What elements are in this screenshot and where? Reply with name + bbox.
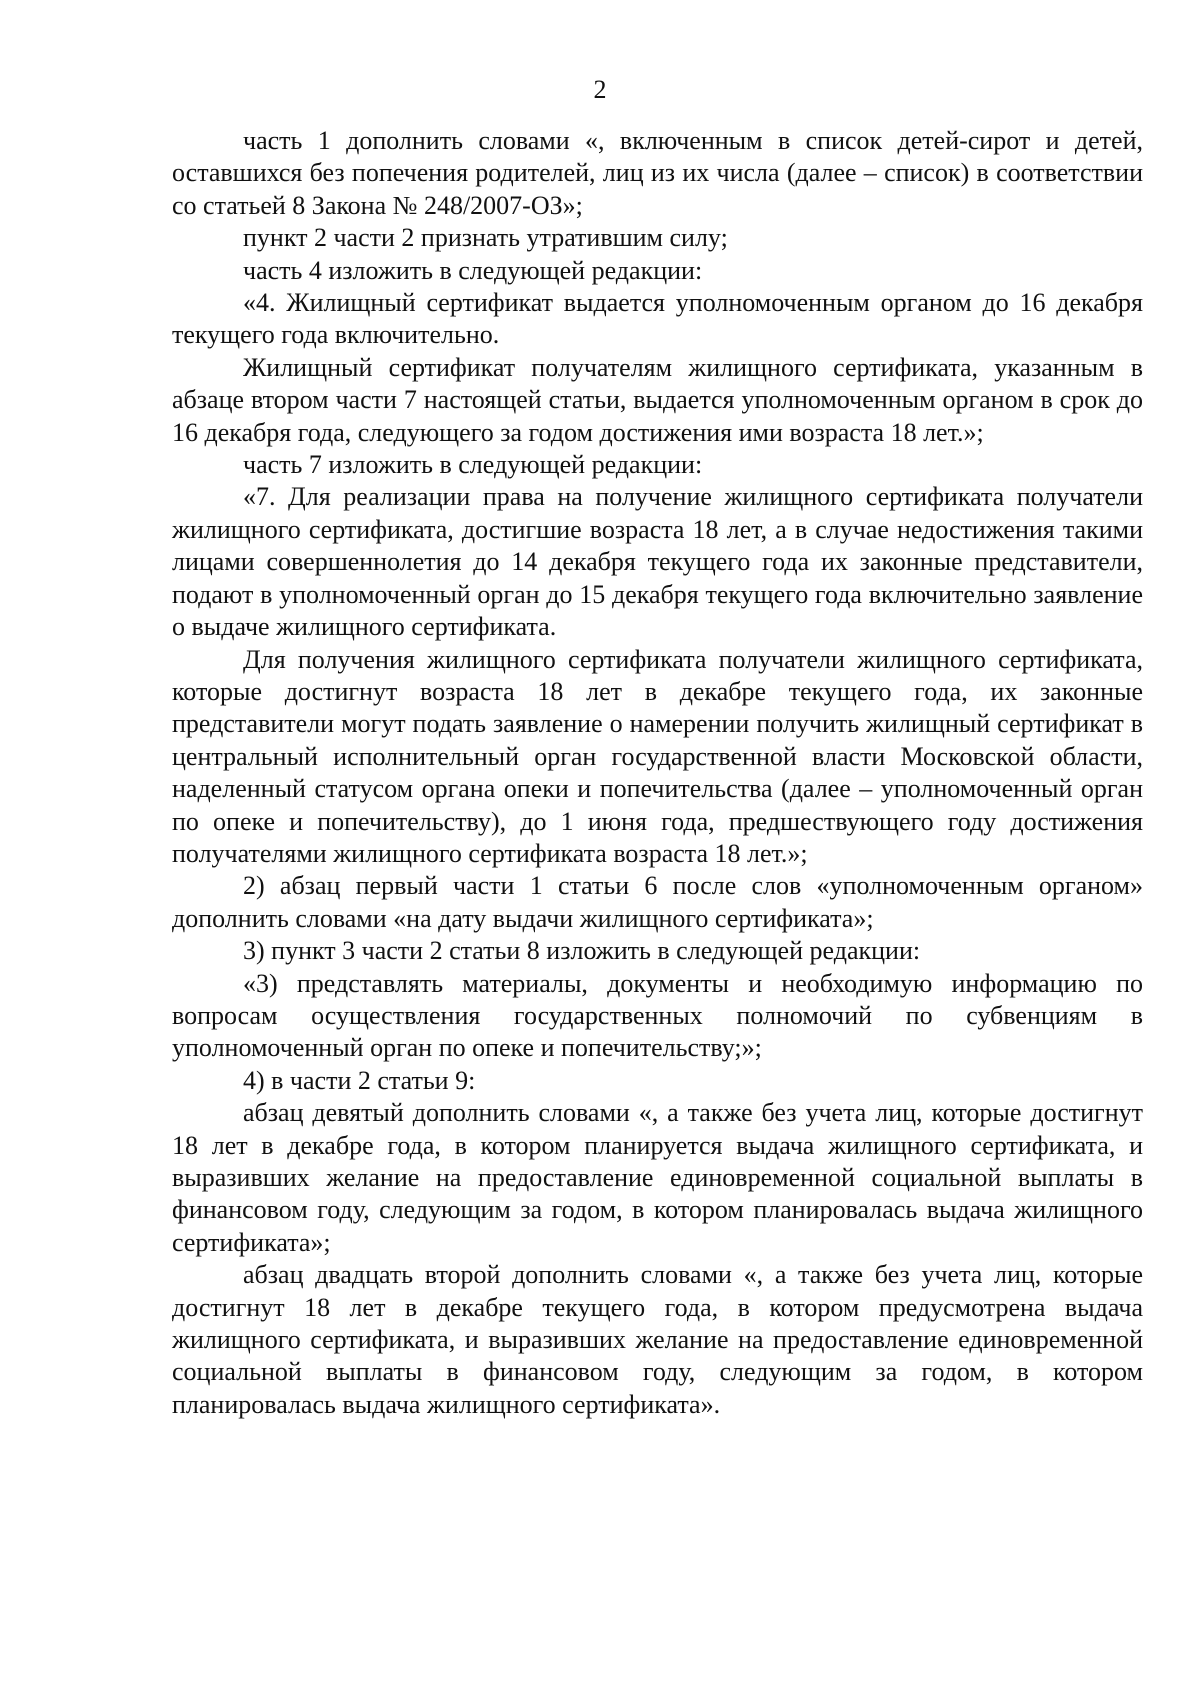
paragraph: часть 7 изложить в следующей редакции:: [243, 450, 703, 480]
paragraph: Жилищный сертификат получателям жилищного сертификата, указанным в абзаце втором части 7 настоящей статьи, выдается уполномоченным органом в срок до 16 декабря года, следующего за годом достижения ими возраста 18 лет.»;: [172, 352, 1143, 447]
paragraph: 3) пункт 3 части 2 статьи 8 изложить в следующей редакции:: [243, 936, 921, 966]
paragraph: абзац двадцать второй дополнить словами «, а также без учета лиц, которые достигнут 18 лет в декабре текущего года, в котором предусмотрена выдача жилищного сертификата, и выразивших желание на предоставление единовременной социальной выплаты в финансовом году, следующим за годом, в котором планировалась выдача жилищного сертификата».: [172, 1260, 1143, 1419]
page-number: 2: [593, 75, 607, 104]
paragraph: абзац девятый дополнить словами «, а также без учета лиц, которые достигнут 18 лет в декабре года, в котором планируется выдача жилищного сертификата, и выразивших желание на предоставление единовременной социальной выплаты в финансовом году, следующим за годом, в котором планировалась выдача жилищного сертификата»;: [172, 1098, 1143, 1257]
paragraph: пункт 2 части 2 признать утратившим силу;: [243, 223, 728, 253]
paragraph: часть 4 изложить в следующей редакции:: [243, 255, 703, 285]
paragraph: «7. Для реализации права на получение жилищного сертификата получатели жилищного сертификата, достигшие возраста 18 лет, а в случае недостижения такими лицами совершеннолетия до 14 декабря текущего года их законные представители, подают в уполномоченный орган до 15 декабря текущего года включительно заявление о выдаче жилищного сертификата.: [172, 482, 1143, 642]
paragraph: 4) в части 2 статьи 9:: [243, 1065, 476, 1095]
document-body: [172, 125, 1143, 1421]
paragraph: часть 1 дополнить словами «, включенным в список детей-сирот и детей, оставшихся без попечения родителей, лиц из их числа (далее – список) в соответствии со статьей 8 Закона № 248/2007-ОЗ»;: [172, 126, 1143, 220]
paragraph: 2) абзац первый части 1 статьи 6 после слов «уполномоченным органом» дополнить словами «на дату выдачи жилищного сертификата»;: [172, 871, 1143, 933]
paragraph: «3) представлять материалы, документы и необходимую информацию по вопросам осуществления государственных полномочий по субвенциям в уполномоченный орган по опеке и попечительству;»;: [172, 968, 1143, 1063]
paragraph: «4. Жилищный сертификат выдается уполномоченным органом до 16 декабря текущего года включительно.: [172, 288, 1143, 350]
paragraph: Для получения жилищного сертификата получатели жилищного сертификата, которые достигнут возраста 18 лет в декабре текущего года, их законные представители могут подать заявление о намерении получить жилищный сертификат в центральный исполнительный орган государственной власти Московской области, наделенный статусом органа опеки и попечительства (далее – уполномоченный орган по опеке и попечительству), до 1 июня года, предшествующего году достижения получателями жилищного сертификата возраста 18 лет.»;: [172, 644, 1143, 868]
